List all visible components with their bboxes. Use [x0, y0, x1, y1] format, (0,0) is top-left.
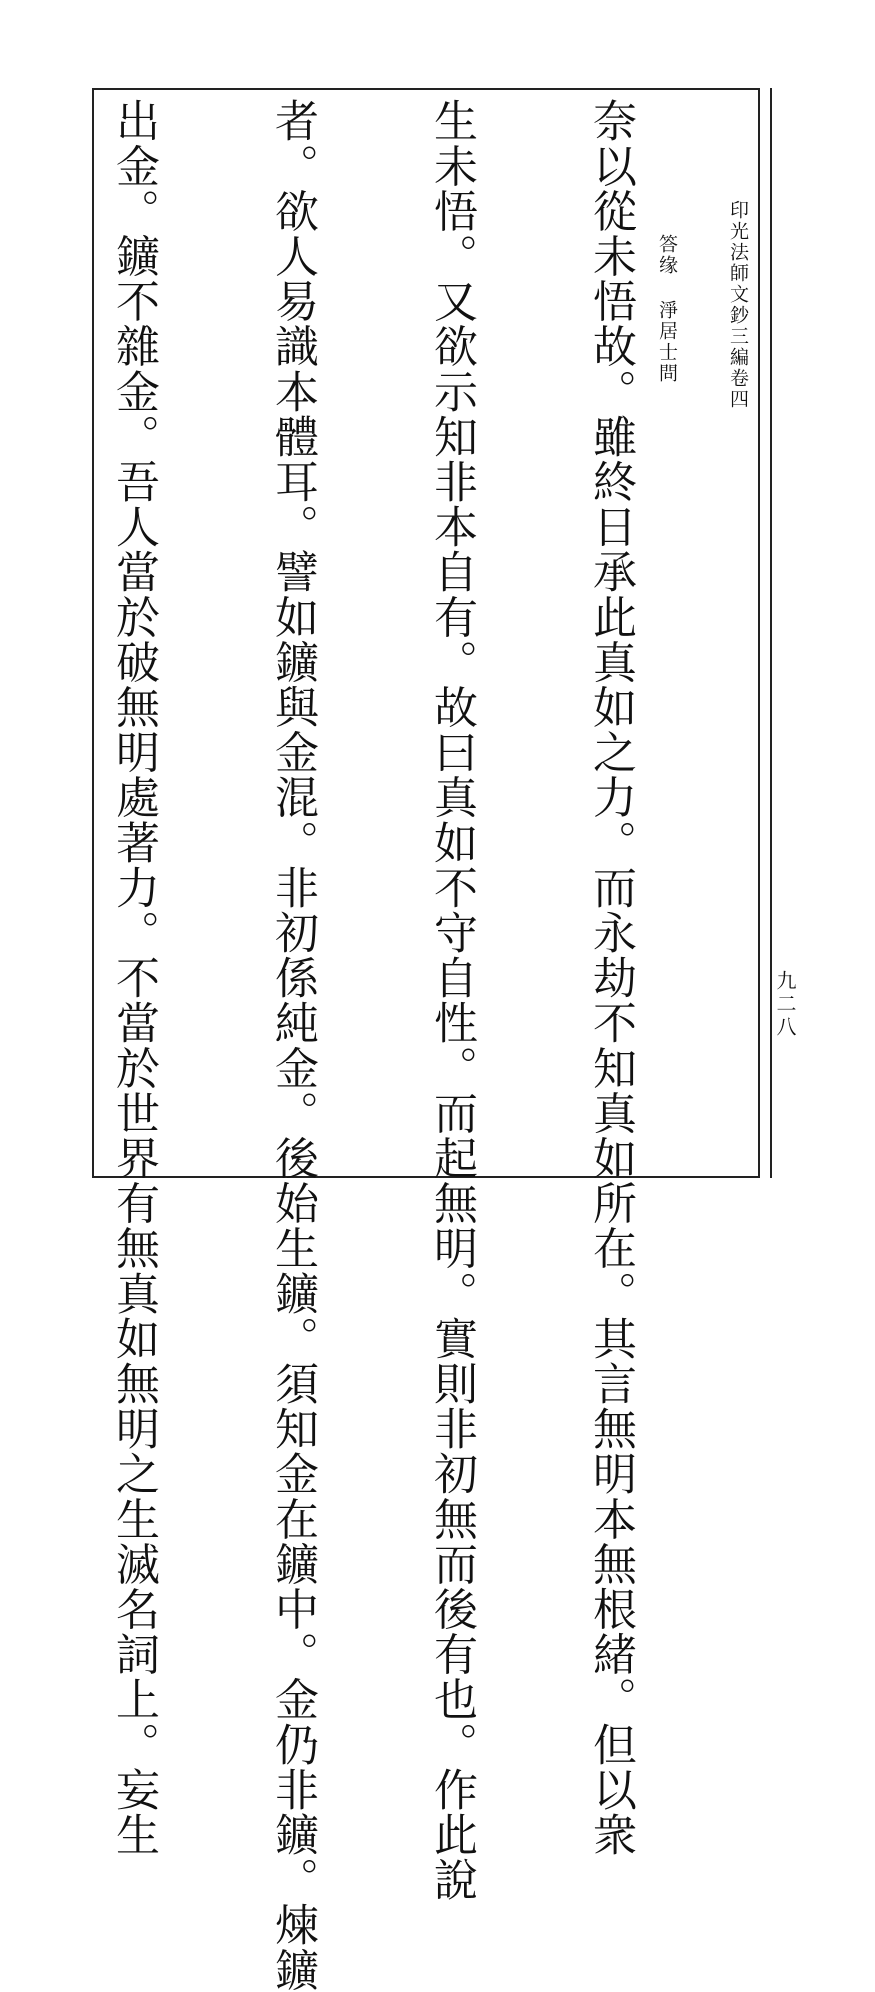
text-column: 出金。鑛不雜金。吾人當於破無明處著力。不當於世界有無真如無明之生滅名詞上。妄生 — [108, 98, 159, 1857]
body-text — [0, 98, 743, 1992]
book-title: 印光法師文鈔三編卷四 — [727, 200, 749, 410]
text-column — [0, 98, 1, 1168]
running-head — [656, 200, 796, 410]
section-title: 答缘 淨居士問 — [656, 234, 678, 384]
page-number: 九二八 — [773, 970, 797, 1039]
text-column: 奈以從未悟故。雖終日承此真如之力。而永劫不知真如所在。其言無明本無根緒。但以衆 — [585, 98, 636, 1857]
text-column: 生未悟。又欲示知非本自有。故曰真如不守自性。而起無明。實則非初無而後有也。作此說 — [426, 98, 477, 1902]
text-column: 者。欲人易識本體耳。譬如鑛與金混。非初係純金。後始生鑛。須知金在鑛中。金仍非鑛。煉鑛 — [267, 98, 318, 1992]
